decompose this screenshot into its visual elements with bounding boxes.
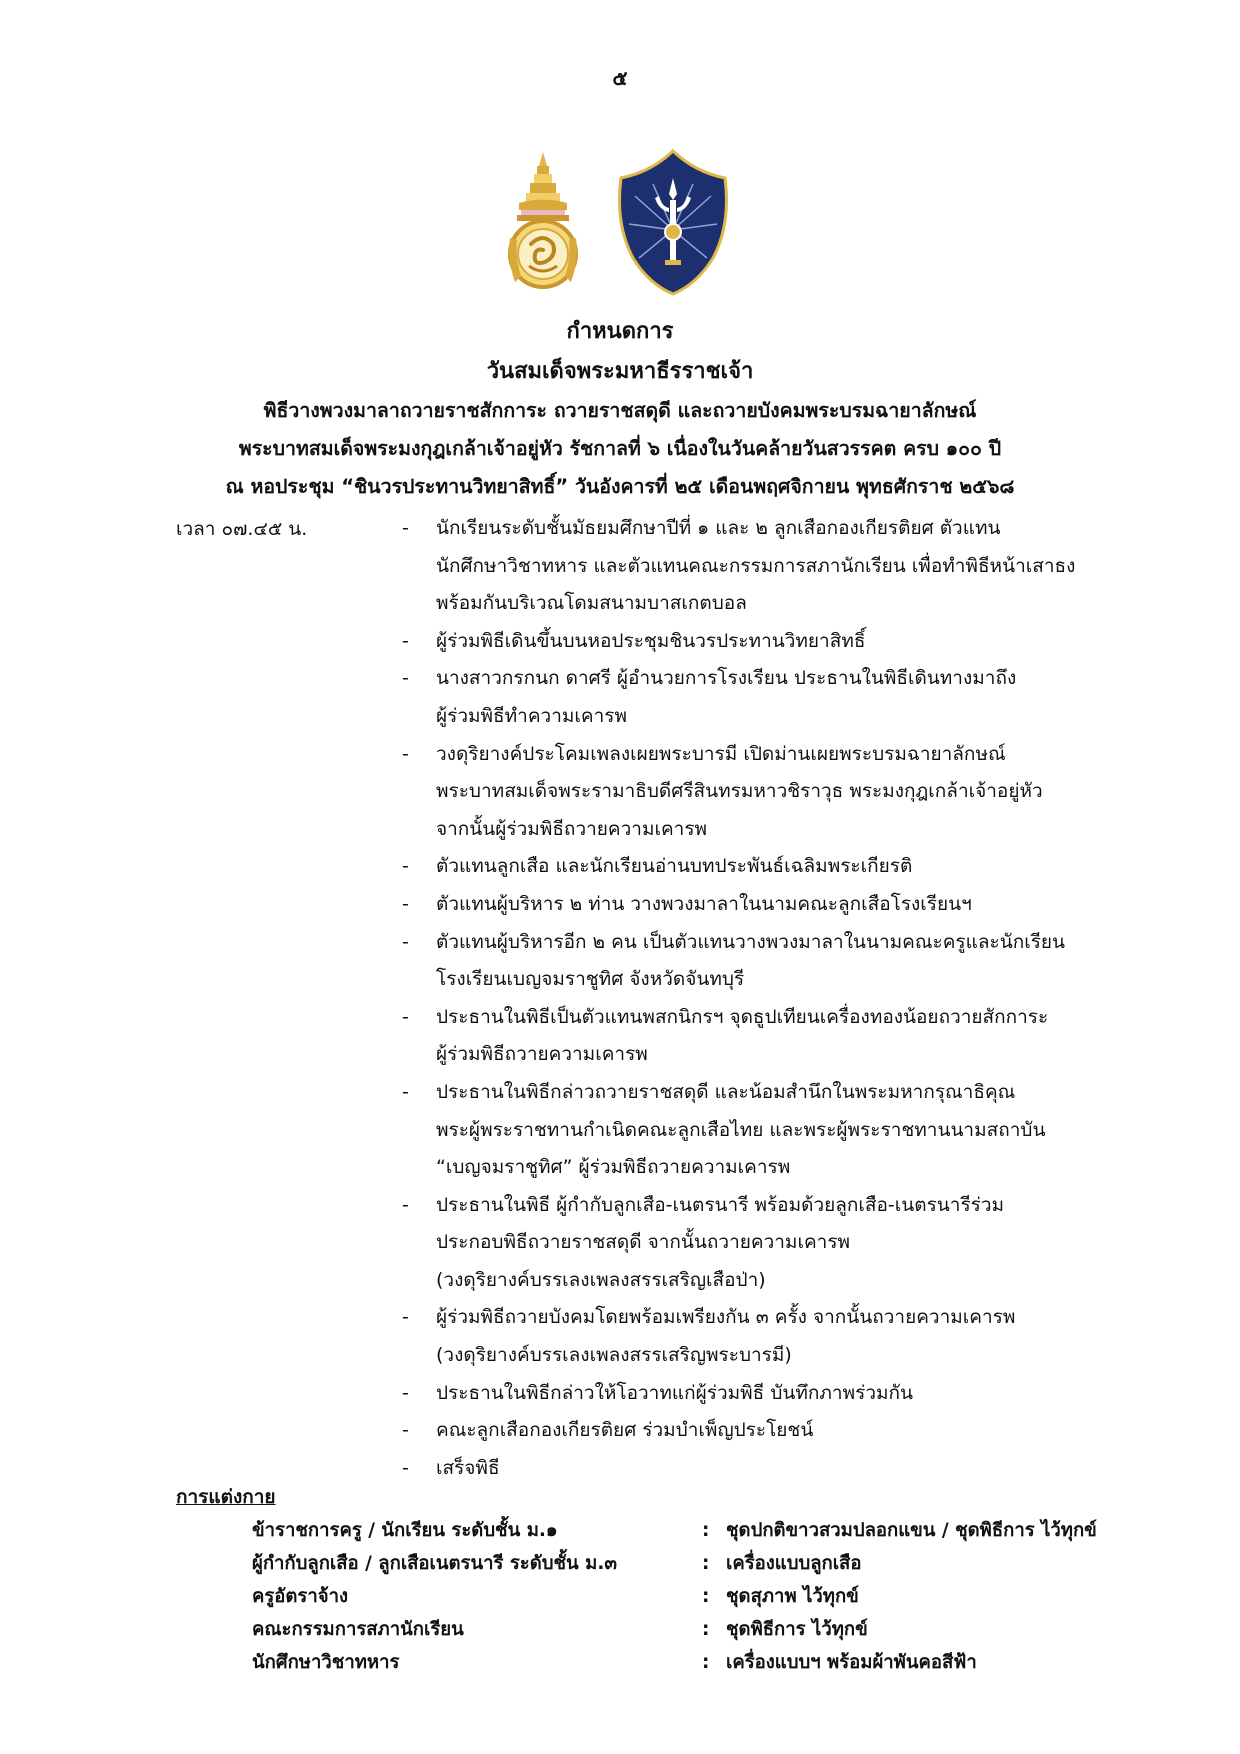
list-dash: - <box>402 855 409 878</box>
dress-code-row <box>252 1580 1097 1613</box>
schedule-item <box>402 1074 1182 1187</box>
page-number: ๕ <box>612 66 628 90</box>
schedule-item-line: “เบญจมราชูทิศ” ผู้ร่วมพิธีถวายความเคารพ <box>436 1156 791 1179</box>
schedule-item-line: ประธานในพิธีกล่าวถวายราชสดุดี และน้อมสำนึกในพระมหากรุณาธิคุณ <box>436 1080 1016 1103</box>
schedule-item-line: วงดุริยางค์ประโคมเพลงเผยพระบารมี เปิดม่านเผยพระบรมฉายาลักษณ์ <box>436 742 1006 765</box>
schedule-item-line: (วงดุริยางค์บรรเลงเพลงสรรเสริญพระบารมี) <box>436 1344 792 1367</box>
dress-code-colon: : <box>702 1586 710 1607</box>
schedule-item-line: พระผู้พระราชทานกำเนิดคณะลูกเสือไทย และพระผู้พระราชทานนามสถาบัน <box>436 1118 1046 1141</box>
list-dash: - <box>402 1005 409 1028</box>
schedule-item-line: ตัวแทนลูกเสือ และนักเรียนอ่านบทประพันธ์เฉลิมพระเกียรติ <box>436 855 913 878</box>
schedule-time: เวลา ๐๗.๔๕ น. <box>176 518 308 540</box>
dress-code-attire: เครื่องแบบฯ พร้อมผ้าพันคอสีฟ้า <box>726 1652 977 1673</box>
schedule-item <box>402 1412 1182 1450</box>
schedule-item <box>402 924 1182 999</box>
royal-cypher-icon <box>507 148 579 298</box>
list-dash: - <box>402 742 409 765</box>
schedule-item <box>402 1375 1182 1413</box>
dress-code-table <box>252 1514 1097 1679</box>
school-crest-icon <box>613 148 733 296</box>
dress-code-section <box>176 1480 1176 1679</box>
dress-code-who: นักศึกษาวิชาทหาร <box>252 1652 400 1673</box>
dress-code-who: คณะกรรมการสภานักเรียน <box>252 1619 464 1640</box>
list-dash: - <box>402 629 409 652</box>
schedule-item <box>402 660 1182 735</box>
schedule-item-line: (วงดุริยางค์บรรเลงเพลงสรรเสริญเสือป่า) <box>436 1268 766 1291</box>
list-dash: - <box>402 1419 409 1442</box>
schedule-item-line: พระบาทสมเด็จพระรามาธิบดีศรีสินทรมหาวชิราวุธ พระมงกุฎเกล้าเจ้าอยู่หัว <box>436 780 1043 803</box>
schedule-item-line: จากนั้นผู้ร่วมพิธีถวายความเคารพ <box>436 817 708 840</box>
list-dash: - <box>402 1456 409 1479</box>
heading-title: กำหนดการ <box>566 319 674 344</box>
list-dash: - <box>402 892 409 915</box>
dress-code-row <box>252 1613 1097 1646</box>
schedule-item <box>402 736 1182 849</box>
schedule-item-line: ประธานในพิธีเป็นตัวแทนพสกนิกรฯ จุดธูปเทียนเครื่องทองน้อยถวายสักการะ <box>436 1005 1049 1028</box>
schedule-item <box>402 510 1182 623</box>
dress-code-colon: : <box>702 1520 710 1541</box>
dress-code-row <box>252 1547 1097 1580</box>
schedule-item-line: ตัวแทนผู้บริหาร ๒ ท่าน วางพวงมาลาในนามคณะลูกเสือโรงเรียนฯ <box>436 892 972 915</box>
schedule-item-line: ผู้ร่วมพิธีเดินขึ้นบนหอประชุมชินวรประทานวิทยาสิทธิ์ <box>436 629 866 652</box>
dress-code-attire: เครื่องแบบลูกเสือ <box>726 1553 862 1574</box>
schedule-item-line: ตัวแทนผู้บริหารอีก ๒ คน เป็นตัวแทนวางพวงมาลาในนามคณะครูและนักเรียน <box>436 930 1066 953</box>
list-dash: - <box>402 1080 409 1103</box>
schedule-item-line: นักเรียนระดับชั้นมัธยมศึกษาปีที่ ๑ และ ๒ ลูกเสือกองเกียรติยศ ตัวแทน <box>436 517 1001 539</box>
document-heading <box>60 312 1180 506</box>
schedule-item-line: ประกอบพิธีถวายราชสดุดี จากนั้นถวายความเคารพ <box>436 1231 851 1254</box>
heading-subtitle: วันสมเด็จพระมหาธีรราชเจ้า <box>486 359 754 384</box>
schedule-item-line: นางสาวกรกนก ดาศรี ผู้อำนวยการโรงเรียน ประธานในพิธีเดินทางมาถึง <box>436 667 1017 690</box>
dress-code-colon: : <box>702 1619 710 1640</box>
schedule-item-line: คณะลูกเสือกองเกียรติยศ ร่วมบำเพ็ญประโยชน์ <box>436 1419 814 1442</box>
schedule-item <box>402 1187 1182 1300</box>
schedule-item-line: นักศึกษาวิชาทหาร และตัวแทนคณะกรรมการสภานักเรียน เพื่อทำพิธีหน้าเสาธง <box>436 554 1076 577</box>
dress-code-row <box>252 1646 1097 1679</box>
dress-code-row <box>252 1514 1097 1547</box>
schedule-item <box>402 848 1182 886</box>
schedule-item <box>402 1299 1182 1374</box>
schedule-item <box>402 999 1182 1074</box>
dress-code-attire: ชุดปกติขาวสวมปลอกแขน / ชุดพิธีการ ไว้ทุกข์ <box>726 1520 1097 1541</box>
dress-code-colon: : <box>702 1652 710 1673</box>
schedule-item-line: ผู้ร่วมพิธีถวายความเคารพ <box>436 1043 648 1066</box>
dress-code-who: ผู้กำกับลูกเสือ / ลูกเสือเนตรนารี ระดับชั้น ม.๓ <box>252 1553 618 1574</box>
dress-code-attire: ชุดพิธีการ ไว้ทุกข์ <box>726 1619 868 1640</box>
list-dash: - <box>402 930 409 953</box>
dress-code-colon: : <box>702 1553 710 1574</box>
dress-code-who: ข้าราชการครู / นักเรียน ระดับชั้น ม.๑ <box>252 1520 558 1541</box>
list-dash: - <box>402 1306 409 1329</box>
emblems <box>0 148 1240 298</box>
dress-code-title: การแต่งกาย <box>176 1486 276 1508</box>
list-dash: - <box>402 1193 409 1216</box>
schedule-item-line: โรงเรียนเบญจมราชูทิศ จังหวัดจันทบุรี <box>436 968 745 991</box>
list-dash: - <box>402 667 409 690</box>
heading-line-2: พระบาทสมเด็จพระมงกุฎเกล้าเจ้าอยู่หัว รัชกาลที่ ๖ เนื่องในวันคล้ายวันสวรรคต ครบ ๑๐๐ ปี <box>238 437 1002 460</box>
list-dash: - <box>402 517 409 539</box>
dress-code-who: ครูอัตราจ้าง <box>252 1586 349 1607</box>
dress-code-attire: ชุดสุภาพ ไว้ทุกข์ <box>726 1586 859 1607</box>
heading-line-1: พิธีวางพวงมาลาถวายราชสักการะ ถวายราชสดุดี และถวายบังคมพระบรมฉายาลักษณ์ <box>263 399 977 422</box>
schedule-item-line: พร้อมกันบริเวณโดมสนามบาสเกตบอล <box>436 592 747 615</box>
list-dash: - <box>402 1381 409 1404</box>
schedule-item <box>402 623 1182 661</box>
schedule-item-line: ประธานในพิธี ผู้กำกับลูกเสือ-เนตรนารี พร้อมด้วยลูกเสือ-เนตรนารีร่วม <box>436 1193 1005 1216</box>
schedule-item-line: ผู้ร่วมพิธีถวายบังคมโดยพร้อมเพรียงกัน ๓ ครั้ง จากนั้นถวายความเคารพ <box>436 1306 1016 1329</box>
schedule-item-line: ผู้ร่วมพิธีทำความเคารพ <box>436 704 628 727</box>
schedule-item-line: ประธานในพิธีกล่าวให้โอวาทแก่ผู้ร่วมพิธี บันทึกภาพร่วมกัน <box>436 1381 914 1404</box>
schedule-list <box>402 510 1182 1487</box>
schedule-item-line: เสร็จพิธี <box>436 1456 500 1479</box>
schedule-item <box>402 886 1182 924</box>
heading-line-3: ณ หอประชุม “ชินวรประทานวิทยาสิทธิ์” วันอังคารที่ ๒๕ เดือนพฤศจิกายน พุทธศักราช ๒๕๖๘ <box>225 475 1015 498</box>
